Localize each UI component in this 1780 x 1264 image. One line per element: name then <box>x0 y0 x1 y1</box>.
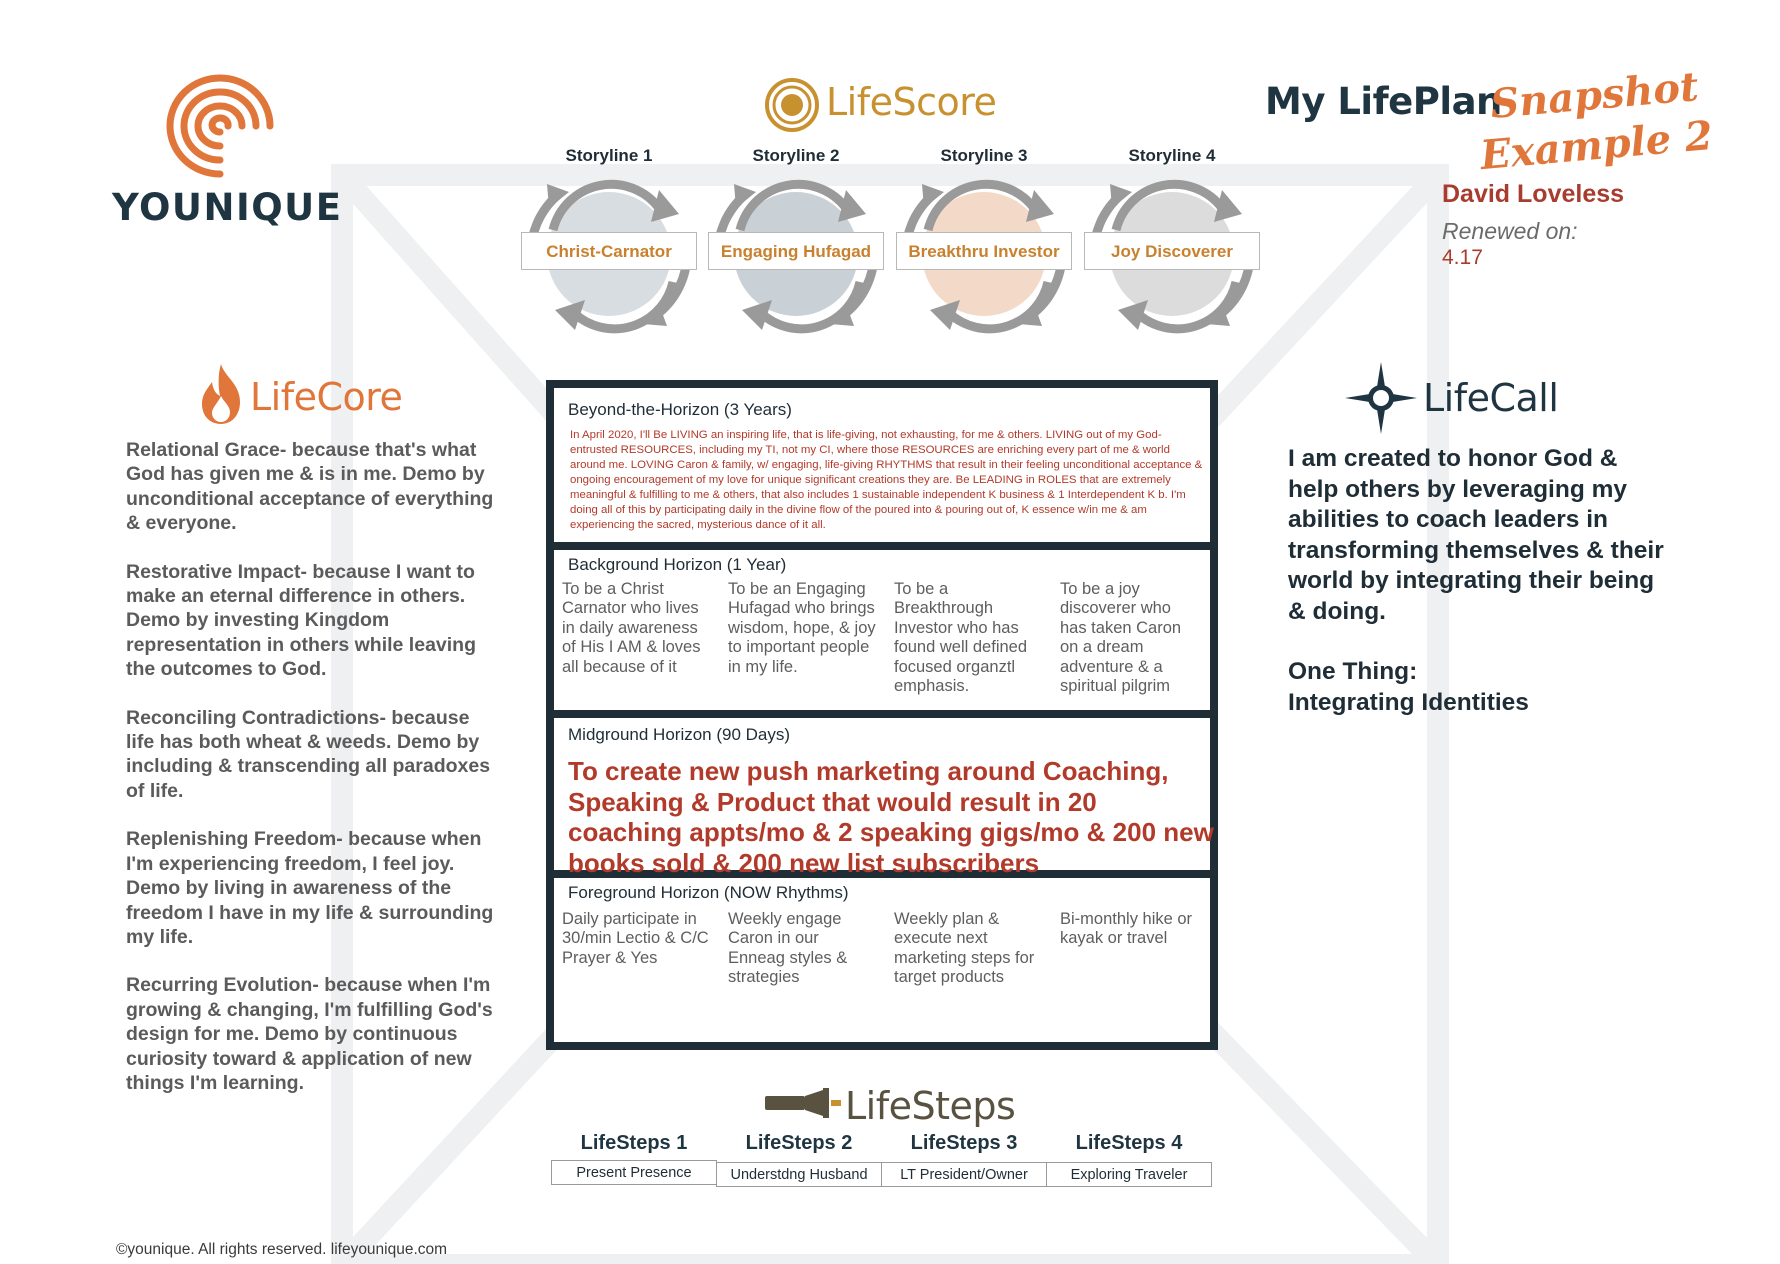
one-thing-label: One Thing: <box>1288 658 1418 685</box>
foreground-cell: Weekly plan & execute next marketing steps for target products <box>888 906 1048 1040</box>
lifesteps-value: Exploring Traveler <box>1046 1162 1212 1187</box>
copyright-footer: ©younique. All rights reserved. lifeyounique.com <box>116 1241 448 1258</box>
beyond-horizon-text: In April 2020, I'll Be LIVING an inspiring life, that is life-giving, not exhausting, for me & others. LIVING out of my God-entrusted RESOURCES, including my TI, not my CI, where those RESOURCES are enriching every part of me & world around me. LOVING Caron & family, w/ engaging, life-giving RHYTHMS that result in their feeling unconditional acceptance & ongoing encouragement of my love for unique significant creations they are. Be LEADING in ROLES that are extremely meaningful & fulfilling to me & others, that also includes 1 sustainable independent K business & 1 Interdependent K b. I'm doing all of this by participating daily in the divine flow of the poured into & pouring out of, K essence w/in me & am experiencing the sacred, mysterious dance of it all. <box>570 429 1203 531</box>
one-thing-value: Integrating Identities <box>1288 688 1529 716</box>
lifecall-title: LifeCall <box>1423 376 1559 420</box>
foreground-cell: Bi-monthly hike or kayak or travel <box>1054 906 1208 1040</box>
storyline-label: Engaging Hufagad <box>708 232 884 270</box>
brand-name: YOUNIQUE <box>112 186 343 229</box>
storyline-heading: Storyline 1 <box>565 146 653 165</box>
lifecore-title: LifeCore <box>250 375 403 419</box>
beyond-horizon-title: Beyond-the-Horizon (3 Years) <box>568 400 792 419</box>
storyline-label: Joy Discoverer <box>1084 232 1260 270</box>
flashlight-icon <box>765 1088 841 1118</box>
lifecall-statement-block <box>1288 444 1668 718</box>
lifecore-values <box>126 438 496 1119</box>
person-name: David Loveless <box>1442 180 1625 208</box>
midground-horizon-text: To create new push marketing around Coaching, Speaking & Product that would result in 20 coaching appts/mo & 2 speaking gigs/mo & 200 new books sold & 200 new list subscribers <box>568 756 1214 878</box>
beyond-horizon-box <box>554 388 1210 542</box>
snapshot-label: Snapshot <box>1488 62 1701 129</box>
background-cell: To be an Engaging Hufagad who brings wisdom, hope, & joy to important people in my life. <box>722 576 882 708</box>
lifecall-statement: I am created to honor God & help others by leveraging my abilities to coach leaders in transforming themselves & their world by integrating their being & doing. <box>1288 445 1664 625</box>
lifecore-item: Restorative Impact- because I want to make an eternal difference in others. Demo by investing Kingdom representation in others while leaving the outcomes to God. <box>126 560 477 681</box>
background-horizon-title: Background Horizon (1 Year) <box>568 555 787 574</box>
lifescore-title: LifeScore <box>826 80 997 124</box>
lifesteps-heading: LifeSteps 3 <box>910 1132 1018 1154</box>
foreground-cell: Weekly engage Caron in our Enneag styles & strategies <box>722 906 882 1040</box>
lifesteps-value: Present Presence <box>551 1160 717 1185</box>
storyline-label: Breakthru Investor <box>896 232 1072 270</box>
lifesteps-title: LifeSteps <box>845 1084 1016 1128</box>
flame-icon <box>196 362 246 426</box>
younique-spiral-logo <box>160 68 280 184</box>
background-cell: To be a Breakthrough Investor who has found well defined focused organztl emphasis. <box>888 576 1048 708</box>
horizons-panel <box>546 380 1218 1050</box>
renewed-value: 4.17 <box>1442 246 1483 269</box>
plan-title: My LifePlan <box>1265 80 1502 123</box>
lifesteps-heading: LifeSteps 1 <box>580 1132 688 1154</box>
storyline-heading: Storyline 2 <box>752 146 840 165</box>
midground-horizon-title: Midground Horizon (90 Days) <box>568 725 791 744</box>
midground-horizon-box <box>554 718 1214 878</box>
renewed-label: Renewed on: <box>1442 218 1578 244</box>
storyline-heading: Storyline 3 <box>940 146 1028 165</box>
storyline-heading: Storyline 4 <box>1128 146 1216 165</box>
storyline-label: Christ-Carnator <box>521 232 697 270</box>
lifecore-item: Relational Grace- because that's what God has given me & is in me. Demo by unconditional acceptance of everything & everyone. <box>126 439 494 535</box>
background-cell: To be a joy discoverer who has taken Caron on a dream adventure & a spiritual pilgrim <box>1054 576 1208 708</box>
compass-star-icon <box>1345 362 1417 434</box>
foreground-horizon-title: Foreground Horizon (NOW Rhythms) <box>568 883 849 902</box>
lifecore-item: Recurring Evolution- because when I'm growing & changing, I'm fulfilling God's design for me. Demo by continuous curiosity toward & application of new things I'm learning. <box>126 974 493 1094</box>
snapshot-example-label: Example 2 <box>1478 111 1715 180</box>
lifesteps-value: Understdng Husband <box>716 1162 882 1187</box>
foreground-cell: Daily participate in 30/min Lectio & C/C Prayer & Yes <box>556 906 716 1040</box>
lifesteps-heading: LifeSteps 4 <box>1075 1132 1183 1154</box>
lifecore-item: Reconciling Contradictions- because life has both wheat & weeds. Demo by including & transcending all paradoxes of life. <box>126 706 491 802</box>
lifecore-item: Replenishing Freedom- because when I'm experiencing freedom, I feel joy. Demo by living in awareness of the freedom I have in my life & surrounding my life. <box>126 828 494 948</box>
lifesteps-value: LT President/Owner <box>881 1162 1047 1187</box>
lifescore-ring-icon <box>764 77 820 133</box>
lifesteps-heading: LifeSteps 2 <box>745 1132 853 1154</box>
background-cell: To be a Christ Carnator who lives in daily awareness of His I AM & loves all because of it <box>556 576 716 708</box>
